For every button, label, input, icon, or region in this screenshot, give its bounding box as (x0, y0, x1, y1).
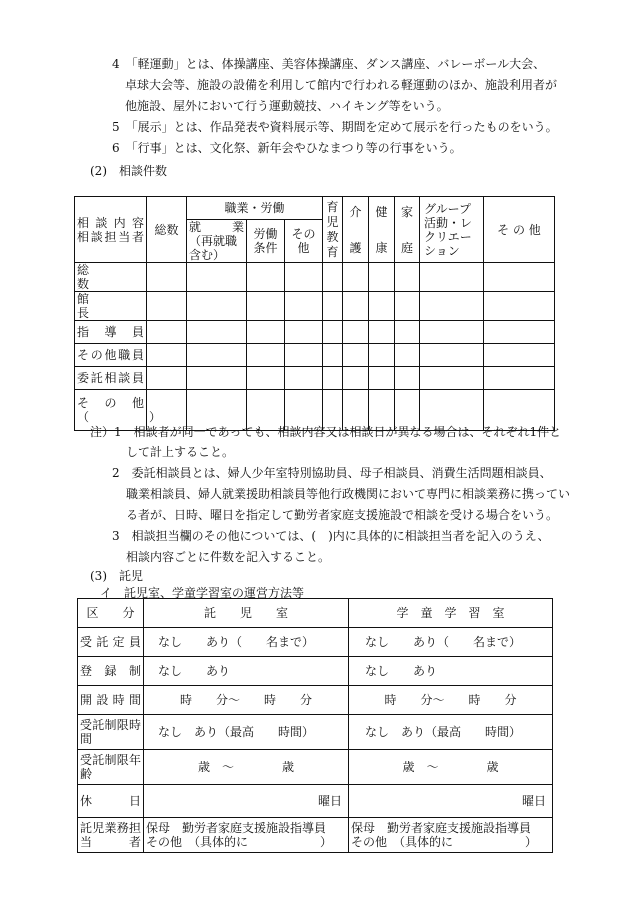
header-nursery: 託 児 室 (144, 599, 349, 628)
section-3-title: (3) 託児 (90, 569, 143, 583)
label-age-limit-text: 受託制限年 齢 (80, 753, 166, 781)
study-registration: なし あり (349, 657, 553, 686)
consultation-count-table (74, 196, 555, 431)
row-director: 館 長 (75, 292, 147, 321)
label-staff (78, 818, 144, 853)
study-capacity: なし あり（ 名まで） (349, 628, 553, 657)
nursing-header (343, 197, 369, 263)
row-contract-counselor: 委託相談員 (75, 367, 147, 390)
nursery-age-limit: 歳 ～ 歳 (144, 750, 349, 785)
study-age-limit: 歳 ～ 歳 (349, 750, 553, 785)
section-2-title: (2) 相談件数 (90, 164, 167, 178)
family-bottom: 庭 (400, 240, 413, 255)
definition-4-line1: 4 「軽運動」とは、体操講座、美容体操講座、ダンス講座、バレーボール大会、 (112, 57, 546, 71)
employment-sub: （再就職含む） (189, 234, 238, 262)
labor-conditions-label: 労働条件 (253, 227, 278, 255)
health-bottom: 康 (375, 240, 388, 255)
definition-4-line2: 卓球大会等、施設の設備を利用して館内で行われる軽運動のほか、施設利用者が (125, 78, 558, 92)
label-capacity: 受託定員 (78, 628, 144, 657)
corner-header-assignee: 相談担当者 (77, 229, 144, 244)
study-staff-line2: その他 （具体的に ） (351, 835, 538, 849)
nursing-top: 介 (349, 204, 362, 219)
note-1-line2: して計上すること。 (126, 445, 235, 459)
note-2-line3: る者が、日時、曜日を指定して勤労者家庭支援施設で相談を受ける場合をいう。 (126, 508, 559, 522)
group-activity-label: グループ活動・レクリエーション (424, 201, 473, 258)
total-header: 総数 (147, 197, 187, 263)
definition-5: 5 「展示」とは、作品発表や資料展示等、期間を定めて展示を行ったものをいう。 (112, 120, 558, 134)
subsection-title: イ 託児室、学童学習室の運営方法等 (100, 586, 305, 600)
definition-6: 6 「行事」とは、文化祭、新年会やひなまつり等の行事をいう。 (112, 141, 462, 155)
nursery-time-limit: なし あり（最高 時間） (144, 715, 349, 750)
header-category: 区 分 (78, 599, 144, 628)
childcare-education-header (323, 197, 343, 263)
family-header (395, 197, 420, 263)
nursery-holidays: 曜日 (144, 785, 349, 818)
study-staff-line1: 保母 勤労者家庭支援施設指導員 (351, 821, 532, 835)
nursery-capacity: なし あり（ 名まで） (144, 628, 349, 657)
labor-conditions-header (247, 220, 285, 263)
row-total: 総 数 (75, 263, 147, 292)
others-header: そ の 他 (484, 197, 555, 263)
row-other-sub: （ ） (77, 410, 162, 424)
childcare-operation-table (77, 598, 553, 853)
study-time-limit: なし あり（最高 時間） (349, 715, 553, 750)
nursing-bottom: 護 (349, 240, 362, 255)
label-age-limit (78, 750, 166, 785)
label-holidays: 休 日 (78, 785, 144, 818)
family-top: 家 (400, 204, 413, 219)
employment-label: 就 業 (189, 220, 244, 234)
row-other-staff: その他職員 (75, 344, 147, 367)
nursery-staff-line2: その他 （具体的に ） (146, 835, 333, 849)
study-staff (349, 818, 553, 853)
note-1-line1: 注）1 相談者が同一であっても、相談内容又は相談日が異なる場合は、それぞれ1件と (90, 425, 562, 439)
health-top: 健 (375, 204, 388, 219)
nursery-staff-line1: 保母 勤労者家庭支援施設指導員 (146, 821, 327, 835)
childcare-education-label: 育児教育 (326, 199, 339, 259)
corner-header (75, 197, 147, 263)
nursery-opening-hours: 時 分～ 時 分 (144, 686, 349, 715)
label-time-limit (78, 715, 166, 750)
note-3-line1: 3 相談担当欄のその他については、( )内に具体的に相談担当者を記入のうえ、 (112, 529, 550, 543)
nursery-staff (144, 818, 349, 853)
note-3-line2: 相談内容ごとに件数を記入すること。 (126, 550, 331, 564)
note-2-line1: 2 委託相談員とは、婦人少年室特別協助員、母子相談員、消費生活問題相談員、 (112, 466, 552, 480)
corner-header-content: 相 談 内 容 (77, 215, 144, 230)
labor-group-header: 職業・労働 (187, 197, 323, 220)
label-registration: 登 録 制 (78, 657, 144, 686)
label-staff-text: 託児業務担 当 者 (80, 821, 141, 849)
header-study-room: 学 童 学 習 室 (349, 599, 553, 628)
employment-header (187, 220, 247, 263)
note-2-line2: 職業相談員、婦人就業援助相談員等他行政機関において専門に相談業務に携ってい (126, 487, 571, 501)
label-time-limit-text: 受託制限時 間 (80, 718, 166, 746)
study-holidays: 曜日 (349, 785, 553, 818)
row-other-label: そ の 他 (77, 396, 144, 410)
health-header (369, 197, 395, 263)
labor-other-header: その他 (285, 220, 323, 263)
row-instructor: 指 導 員 (75, 321, 147, 344)
study-opening-hours: 時 分～ 時 分 (349, 686, 553, 715)
nursery-registration: なし あり (144, 657, 349, 686)
definition-4-line3: 他施設、屋外において行う運動競技、ハイキング等をいう。 (125, 99, 449, 113)
group-activity-header (420, 197, 484, 263)
label-opening-hours: 開設時間 (78, 686, 144, 715)
